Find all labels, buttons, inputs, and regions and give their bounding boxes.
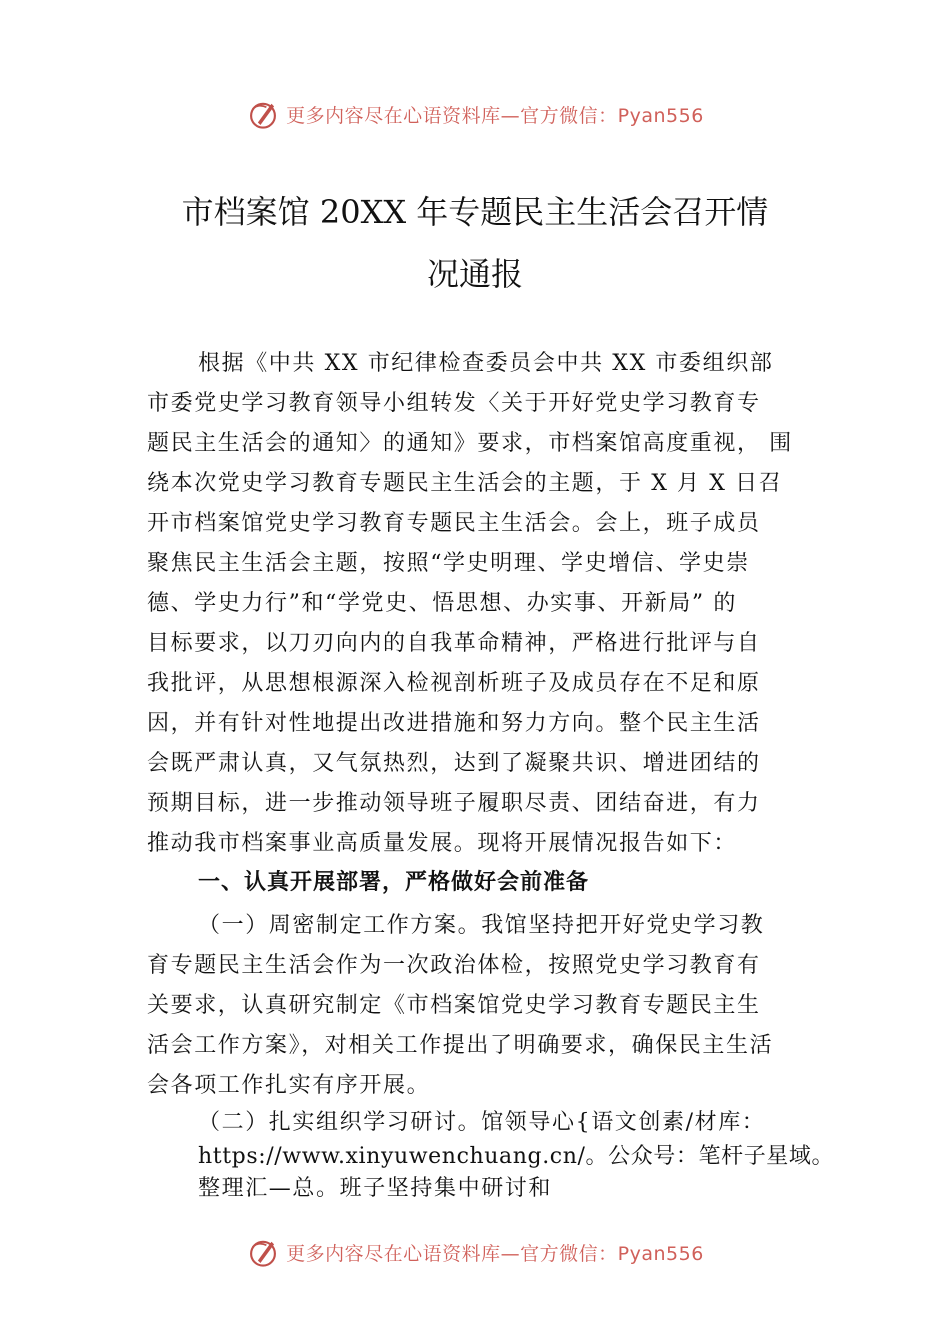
body-line: 目标要求，以刀刃向内的自我革命精神，严格进行批评与自 — [147, 631, 761, 656]
body-line: 会既严肃认真，又气氛热烈，达到了凝聚共识、增进团结的 — [147, 751, 761, 776]
document-title-line-1: 市档案馆 20XX 年专题民主生活会召开情 — [181, 193, 769, 231]
body-line: 根据《中共 XX 市纪律检查委员会中共 XX 市委组织部 — [198, 351, 774, 376]
body-line: 市委党史学习教育领导小组转发〈关于开好党史学习教育专 — [147, 391, 761, 416]
body-line: 题民主生活会的通知〉的通知》要求，市档案馆高度重视， 围 — [147, 431, 793, 456]
body-line: 推动我市档案事业高质量发展。现将开展情况报告如下： — [147, 831, 738, 856]
body-line: （一）周密制定工作方案。我馆坚持把开好党史学习教 — [198, 913, 765, 938]
body-line: 因，并有针对性地提出改进措施和努力方向。整个民主生活 — [147, 711, 761, 736]
body-line: 我批评，从思想根源深入检视剖析班子及成员存在不足和原 — [147, 671, 761, 696]
body-line: 绕本次党史学习教育专题民主生活会的主题，于 X 月 X 日召 — [147, 471, 783, 496]
section-heading: 一、认真开展部署，严格做好会前准备 — [198, 870, 590, 895]
body-line: 开市档案馆党史学习教育专题民主生活会。会上，班子成员 — [147, 511, 761, 536]
body-line: 关要求，认真研究制定《市档案馆党史学习教育专题民主生 — [147, 993, 761, 1018]
watermark-banner-bottom — [0, 1232, 950, 1272]
pen-nib-circle-icon — [246, 97, 280, 131]
pen-nib-circle-icon — [246, 1235, 280, 1269]
body-line: 活会工作方案》，对相关工作提出了明确要求，确保民主生活 — [147, 1033, 774, 1058]
body-line: 会各项工作扎实有序开展。 — [147, 1073, 431, 1098]
body-line: 育专题民主生活会作为一次政治体检，按照党史学习教育有 — [147, 953, 761, 978]
body-line: 整理汇—总。班子坚持集中研讨和 — [198, 1176, 553, 1201]
document-title-line-2: 况通报 — [426, 255, 523, 293]
body-line: https://www.xinyuwenchuang.cn/。公众号：笔杆子星域。 — [198, 1144, 835, 1169]
body-line: 预期目标，进一步推动领导班子履职尽责、团结奋进，有力 — [147, 791, 761, 816]
body-line: （二）扎实组织学习研讨。馆领导心{语文创素/材库： — [198, 1110, 766, 1135]
watermark-banner-top — [0, 94, 950, 134]
body-line: 聚焦民主生活会主题，按照“学史明理、学史增信、学史崇 — [147, 551, 750, 576]
body-line: 德、学史力行”和“学党史、悟思想、办实事、开新局” 的 — [147, 591, 737, 616]
watermark-text: 更多内容尽在心语资料库—官方微信：Pyan556 — [286, 1242, 704, 1265]
watermark-text: 更多内容尽在心语资料库—官方微信：Pyan556 — [286, 104, 704, 127]
